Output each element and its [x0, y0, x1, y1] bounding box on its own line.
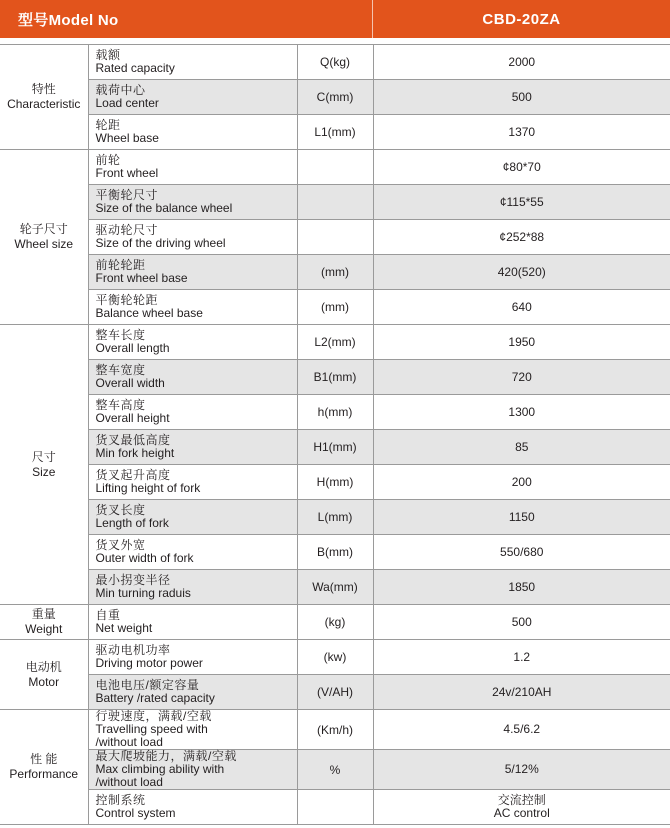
value-cell: 85 — [373, 430, 670, 465]
param-name-zh: 轮距 — [95, 118, 121, 132]
value-cell: 1.2 — [373, 640, 670, 675]
param-cell — [88, 640, 297, 675]
param-name-en: Size of the driving wheel — [95, 236, 226, 250]
param-cell — [88, 605, 297, 640]
unit-cell: L(mm) — [297, 500, 373, 535]
param-name-zh: 平衡轮轮距 — [95, 293, 159, 307]
param-cell — [88, 290, 297, 325]
value-cell: 2000 — [373, 45, 670, 80]
param-name-en: Travelling speed with — [95, 722, 208, 736]
table-row — [0, 465, 670, 500]
unit-cell — [297, 185, 373, 220]
table-row — [0, 790, 670, 825]
table-row — [0, 395, 670, 430]
param-name-en: Balance wheel base — [95, 306, 203, 320]
model-label: 型号Model No — [18, 11, 119, 29]
unit-cell: L2(mm) — [297, 325, 373, 360]
table-row — [0, 150, 670, 185]
table-row — [0, 325, 670, 360]
param-cell — [88, 255, 297, 290]
unit-cell: (kw) — [297, 640, 373, 675]
param-name-en: Wheel base — [95, 131, 159, 145]
table-row — [0, 290, 670, 325]
unit-cell: B1(mm) — [297, 360, 373, 395]
param-cell — [88, 675, 297, 710]
table-row — [0, 80, 670, 115]
table-row — [0, 360, 670, 395]
unit-cell: B(mm) — [297, 535, 373, 570]
param-name-en: Min turning raduis — [95, 586, 191, 600]
group-label-en: Motor — [28, 674, 60, 689]
unit-cell — [297, 790, 373, 825]
group-label — [0, 605, 88, 640]
param-cell — [88, 360, 297, 395]
param-name-en-cont: /without load — [95, 735, 163, 749]
param-name-zh: 前轮轮距 — [95, 258, 146, 272]
param-name-zh: 最小拐变半径 — [95, 573, 171, 587]
group-label — [0, 45, 88, 150]
value-cell: 200 — [373, 465, 670, 500]
table-row — [0, 255, 670, 290]
table-header — [0, 0, 670, 38]
param-name-en: Front wheel — [95, 166, 159, 180]
param-name-zh: 平衡轮尺寸 — [95, 188, 159, 202]
param-cell — [88, 45, 297, 80]
group-label-zh: 轮子尺寸 — [19, 222, 68, 236]
param-name-zh: 驱动电机功率 — [95, 643, 171, 657]
value-line-1: 交流控制 — [497, 793, 546, 807]
param-name-en: Overall width — [95, 376, 165, 390]
param-name-zh: 驱动轮尺寸 — [95, 223, 159, 237]
group-label — [0, 710, 88, 825]
value-cell: 4.5/6.2 — [373, 710, 670, 750]
param-cell — [88, 395, 297, 430]
param-cell — [88, 150, 297, 185]
table-row — [0, 185, 670, 220]
unit-cell: (mm) — [297, 290, 373, 325]
param-name-en: Max climbing ability with — [95, 762, 225, 776]
param-name-en: Battery /rated capacity — [95, 691, 215, 705]
param-cell — [88, 500, 297, 535]
param-cell — [88, 465, 297, 500]
param-name-zh: 控制系统 — [95, 793, 146, 807]
param-name-zh: 载额 — [95, 48, 121, 62]
param-name-zh: 行驶速度，满载/空载 — [95, 709, 212, 723]
table-row — [0, 640, 670, 675]
param-cell — [88, 325, 297, 360]
value-cell: 640 — [373, 290, 670, 325]
group-label-zh: 性 能 — [30, 752, 58, 766]
group-label-zh: 重量 — [31, 607, 56, 621]
param-cell — [88, 790, 297, 825]
param-name-en: Front wheel base — [95, 271, 188, 285]
value-cell — [373, 790, 670, 825]
table-row — [0, 220, 670, 255]
param-name-zh: 货叉外宽 — [95, 538, 146, 552]
unit-cell: H1(mm) — [297, 430, 373, 465]
param-name-zh: 货叉最低高度 — [95, 433, 171, 447]
param-name-zh: 货叉长度 — [95, 503, 146, 517]
value-cell: 24v/210AH — [373, 675, 670, 710]
param-name-zh: 整车高度 — [95, 398, 146, 412]
table-row — [0, 605, 670, 640]
param-name-en: Control system — [95, 806, 176, 820]
unit-cell: H(mm) — [297, 465, 373, 500]
param-name-en: Lifting height of fork — [95, 481, 201, 495]
group-label-en: Wheel size — [14, 237, 74, 251]
group-label-zh: 电动机 — [25, 659, 62, 674]
param-name-en: Load center — [95, 96, 159, 110]
unit-cell: % — [297, 750, 373, 790]
param-name-en: Size of the balance wheel — [95, 201, 233, 215]
param-name-zh: 电池电压/额定容量 — [95, 678, 200, 692]
param-name-en: Min fork height — [95, 446, 175, 460]
unit-cell: Q(kg) — [297, 45, 373, 80]
param-name-en: Driving motor power — [95, 656, 203, 670]
unit-cell — [297, 150, 373, 185]
group-label — [0, 150, 88, 325]
param-name-en-cont: /without load — [95, 775, 163, 789]
param-name-en: Length of fork — [95, 516, 169, 530]
value-cell: 1850 — [373, 570, 670, 605]
value-cell: 5/12% — [373, 750, 670, 790]
table-row — [0, 535, 670, 570]
table-row — [0, 500, 670, 535]
value-cell: 1370 — [373, 115, 670, 150]
unit-cell: C(mm) — [297, 80, 373, 115]
param-cell — [88, 220, 297, 255]
group-label — [0, 640, 88, 710]
group-label-en: Performance — [9, 767, 79, 781]
spec-table-body — [0, 45, 670, 825]
value-cell: ¢80*70 — [373, 150, 670, 185]
value-cell: 1300 — [373, 395, 670, 430]
param-name-zh: 最大爬坡能力，满载/空载 — [95, 749, 237, 763]
group-label-en: Weight — [25, 622, 63, 636]
unit-cell: h(mm) — [297, 395, 373, 430]
param-name-en: Net weight — [95, 621, 153, 635]
param-name-zh: 自重 — [95, 608, 121, 622]
unit-cell: (Km/h) — [297, 710, 373, 750]
param-name-en: Overall height — [95, 411, 170, 425]
table-row — [0, 675, 670, 710]
value-cell: 420(520) — [373, 255, 670, 290]
param-name-en: Rated capacity — [95, 61, 175, 75]
param-cell — [88, 430, 297, 465]
value-cell: 500 — [373, 605, 670, 640]
param-cell — [88, 115, 297, 150]
table-row — [0, 115, 670, 150]
table-row — [0, 710, 670, 750]
table-row — [0, 430, 670, 465]
value-cell: ¢115*55 — [373, 185, 670, 220]
value-line-2: AC control — [493, 806, 550, 820]
param-name-zh: 载荷中心 — [95, 83, 146, 97]
table-row — [0, 750, 670, 790]
value-cell: ¢252*88 — [373, 220, 670, 255]
param-cell — [88, 570, 297, 605]
param-cell — [88, 710, 297, 750]
value-cell: 500 — [373, 80, 670, 115]
group-label-en: Size — [32, 464, 56, 479]
value-cell: 550/680 — [373, 535, 670, 570]
param-cell — [88, 80, 297, 115]
group-label-zh: 尺寸 — [31, 449, 56, 464]
unit-cell: (kg) — [297, 605, 373, 640]
param-name-zh: 前轮 — [95, 153, 121, 167]
table-row — [0, 570, 670, 605]
unit-cell: Wa(mm) — [297, 570, 373, 605]
unit-cell: L1(mm) — [297, 115, 373, 150]
model-value: CBD-20ZA — [482, 10, 561, 28]
param-name-zh: 整车宽度 — [95, 363, 146, 377]
value-cell: 1150 — [373, 500, 670, 535]
table-row — [0, 45, 670, 80]
value-cell: 720 — [373, 360, 670, 395]
param-cell — [88, 185, 297, 220]
unit-cell — [297, 220, 373, 255]
value-cell: 1950 — [373, 325, 670, 360]
param-name-en: Overall length — [95, 341, 170, 355]
group-label-zh: 特性 — [31, 82, 56, 96]
param-cell — [88, 535, 297, 570]
unit-cell: (V/AH) — [297, 675, 373, 710]
param-name-zh: 整车长度 — [95, 328, 146, 342]
group-label — [0, 325, 88, 605]
spec-table — [0, 44, 670, 825]
param-name-en: Outer width of fork — [95, 551, 194, 565]
unit-cell: (mm) — [297, 255, 373, 290]
param-name-zh: 货叉起升高度 — [95, 468, 171, 482]
group-label-en: Characteristic — [7, 97, 81, 111]
param-cell — [88, 750, 297, 790]
